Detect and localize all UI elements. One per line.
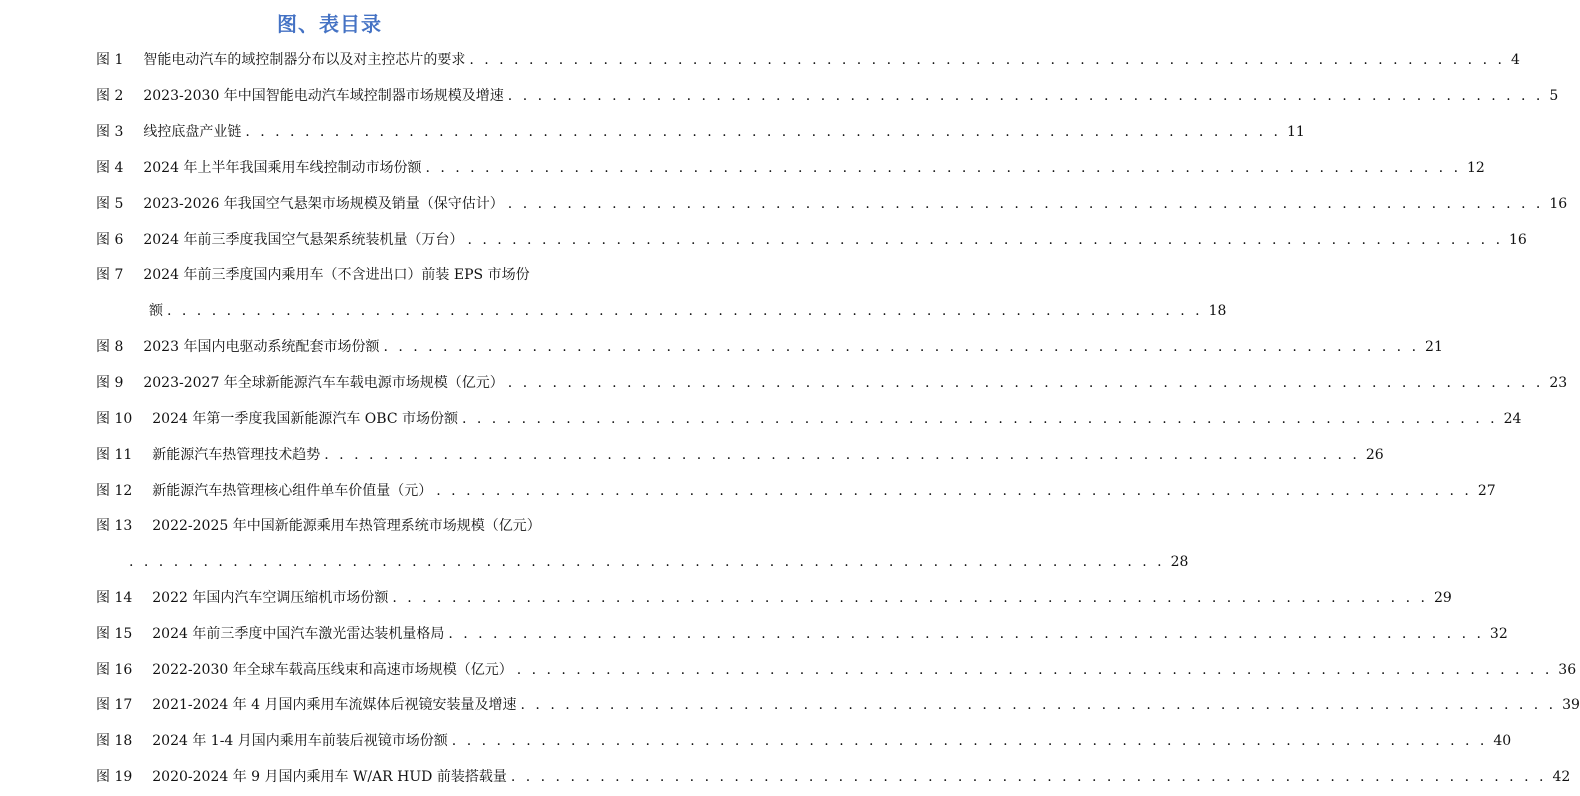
- dot-leader: . . . . . . . . . . . . . . . . . . . . . . . . . . . . . . . . . . . . . . . . . . . . . . . . . . . . . . . . . . . . . . . . . . . . . .: [425, 160, 1462, 176]
- toc-entry-line: [96, 589, 1452, 607]
- toc-entry-page: 26: [1365, 447, 1384, 463]
- toc-entry-line: [96, 87, 1559, 105]
- dot-leader: . . . . . . . . . . . . . . . . . . . . . . . . . . . . . . . . . . . . . . . . . . . . . . . . . . . . . . . . . . . . . . . . . . . . . .: [507, 196, 1544, 212]
- toc-entry-label: 图 1: [96, 52, 124, 68]
- toc-entry-label: 图 11: [96, 447, 133, 463]
- toc-entry-line: [96, 517, 571, 535]
- toc-entry-continuation: [129, 553, 1189, 571]
- toc-entry-page: 24: [1503, 411, 1522, 427]
- toc-entry-page: 16: [1549, 196, 1568, 212]
- toc-entry-page: 18: [1208, 303, 1227, 319]
- toc-entry-line: [96, 732, 1512, 750]
- toc-entry-page: 12: [1467, 160, 1485, 176]
- toc-entry-line: [96, 661, 1577, 679]
- toc-entry-continuation: [129, 302, 1227, 320]
- toc-entry-label: 图 2: [96, 88, 124, 104]
- dot-leader: . . . . . . . . . . . . . . . . . . . . . . . . . . . . . . . . . . . . . . . . . . . . . . . . . . . . . . . . . . . . . . . . . . . . . .: [510, 769, 1547, 785]
- toc-entry-page: 16: [1509, 232, 1527, 248]
- toc-entry-line: [96, 625, 1508, 643]
- dot-leader: . . . . . . . . . . . . . . . . . . . . . . . . . . . . . . . . . . . . . . . . . . . . . . . . . . . . . . . . . . . . . . . . . . . . . .: [245, 124, 1281, 140]
- toc-entry-page: 28: [1170, 554, 1189, 570]
- toc-entry-title: 2024 年上半年我国乘用车线控制动市场份额: [143, 160, 422, 176]
- toc-entry-title: 2022 年国内汽车空调压缩机市场份额: [152, 590, 389, 606]
- toc-entry-page: 39: [1562, 697, 1580, 713]
- dot-leader: . . . . . . . . . . . . . . . . . . . . . . . . . . . . . . . . . . . . . . . . . . . . . . . . . . . . . . . . . . . . . . . . . . . . . .: [436, 483, 1472, 499]
- dot-leader: . . . . . . . . . . . . . . . . . . . . . . . . . . . . . . . . . . . . . . . . . . . . . . . . . . . . . . . . . . . . . . . . . . . . . .: [507, 88, 1544, 104]
- toc-entry-label: 图 15: [96, 626, 133, 642]
- toc-entry-line: [96, 696, 1580, 714]
- toc-heading: 图、表目录: [277, 12, 382, 36]
- toc-entry-label: 图 13: [96, 518, 133, 534]
- toc-entry-title: 2024 年前三季度国内乘用车（不含进出口）前装 EPS 市场份: [143, 267, 530, 283]
- toc-entry-title: 2024 年前三季度中国汽车激光雷达装机量格局: [152, 626, 445, 642]
- dot-leader: . . . . . . . . . . . . . . . . . . . . . . . . . . . . . . . . . . . . . . . . . . . . . . . . . . . . . . . . . . . . . . . . . . . . . .: [520, 697, 1557, 713]
- toc-entry-line: [96, 446, 1384, 464]
- toc-entry-line: [96, 231, 1527, 249]
- toc-entry-line: [96, 374, 1568, 392]
- dot-leader: . . . . . . . . . . . . . . . . . . . . . . . . . . . . . . . . . . . . . . . . . . . . . . . . . . . . . . . . . . . . . . . . . . . . . .: [129, 554, 1165, 570]
- toc-entry-label: 图 18: [96, 733, 133, 749]
- dot-leader: . . . . . . . . . . . . . . . . . . . . . . . . . . . . . . . . . . . . . . . . . . . . . . . . . . . . . . . . . . . . . . . . . . . . . .: [392, 590, 1428, 606]
- toc-entry-title: 2024 年 1-4 月国内乘用车前装后视镜市场份额: [152, 733, 448, 749]
- toc-entry-line: [96, 159, 1485, 177]
- toc-entry-label: 图 12: [96, 483, 133, 499]
- toc-entry-page: 23: [1549, 375, 1568, 391]
- toc-entry-title: 2022-2030 年全球车载高压线束和高速市场规模（亿元）: [152, 662, 513, 678]
- toc-entry-line: [96, 482, 1496, 500]
- toc-entry-label: 图 17: [96, 697, 133, 713]
- toc-entry-label: 图 10: [96, 411, 133, 427]
- toc-entry-title: 2021-2024 年 4 月国内乘用车流媒体后视镜安装量及增速: [152, 697, 517, 713]
- toc-entry-page: 11: [1286, 124, 1305, 140]
- dot-leader: . . . . . . . . . . . . . . . . . . . . . . . . . . . . . . . . . . . . . . . . . . . . . . . . . . . . . . . . . . . . . . . . . . . . . .: [448, 626, 1484, 642]
- toc-entry-label: 图 8: [96, 339, 124, 355]
- dot-leader: . . . . . . . . . . . . . . . . . . . . . . . . . . . . . . . . . . . . . . . . . . . . . . . . . . . . . . . . . . . . . . . . . . . . . .: [516, 662, 1553, 678]
- toc-entry-page: 29: [1433, 590, 1452, 606]
- dot-leader: . . . . . . . . . . . . . . . . . . . . . . . . . . . . . . . . . . . . . . . . . . . . . . . . . . . . . . . . . . . . . . . . . . . . . .: [451, 733, 1488, 749]
- toc-entry-title: 线控底盘产业链: [143, 124, 242, 140]
- toc-entry-title: 2023-2030 年中国智能电动汽车域控制器市场规模及增速: [143, 88, 504, 104]
- toc-entry-line: [96, 338, 1443, 356]
- toc-entry-label: 图 14: [96, 590, 133, 606]
- toc-entry-title: 2023-2027 年全球新能源汽车车载电源市场规模（亿元）: [143, 375, 504, 391]
- toc-entry-title: 2023 年国内电驱动系统配套市场份额: [143, 339, 380, 355]
- toc-entry-line: [96, 410, 1522, 428]
- toc-entry-page: 42: [1552, 769, 1571, 785]
- toc-entry-label: 图 19: [96, 769, 133, 785]
- toc-entry-page: 27: [1477, 483, 1496, 499]
- toc-entry-page: 21: [1425, 339, 1443, 355]
- toc-entry-title: 新能源汽车热管理技术趋势: [152, 447, 321, 463]
- dot-leader: . . . . . . . . . . . . . . . . . . . . . . . . . . . . . . . . . . . . . . . . . . . . . . . . . . . . . . . . . . . . . . . . . . . . . .: [461, 411, 1498, 427]
- toc-entry-title: 2023-2026 年我国空气悬架市场规模及销量（保守估计）: [143, 196, 504, 212]
- dot-leader: . . . . . . . . . . . . . . . . . . . . . . . . . . . . . . . . . . . . . . . . . . . . . . . . . . . . . . . . . . . . . . . . . . . . . .: [383, 339, 1420, 355]
- toc-entry-title: 2022-2025 年中国新能源乘用车热管理系统市场规模（亿元）: [152, 518, 541, 534]
- toc-entry-title: 2020-2024 年 9 月国内乘用车 W/AR HUD 前装搭载量: [152, 769, 507, 785]
- dot-leader: . . . . . . . . . . . . . . . . . . . . . . . . . . . . . . . . . . . . . . . . . . . . . . . . . . . . . . . . . . . . . . . . . . . . . .: [167, 303, 1203, 319]
- dot-leader: . . . . . . . . . . . . . . . . . . . . . . . . . . . . . . . . . . . . . . . . . . . . . . . . . . . . . . . . . . . . . . . . . . . . . .: [324, 447, 1360, 463]
- dot-leader: . . . . . . . . . . . . . . . . . . . . . . . . . . . . . . . . . . . . . . . . . . . . . . . . . . . . . . . . . . . . . . . . . . . . . .: [469, 52, 1505, 68]
- toc-entry-line: [96, 768, 1571, 786]
- toc-entry-page: 40: [1493, 733, 1512, 749]
- toc-entry-title: 智能电动汽车的域控制器分布以及对主控芯片的要求: [143, 52, 466, 68]
- dot-leader: . . . . . . . . . . . . . . . . . . . . . . . . . . . . . . . . . . . . . . . . . . . . . . . . . . . . . . . . . . . . . . . . . . . . . .: [507, 375, 1544, 391]
- toc-entry-label: 图 7: [96, 267, 124, 283]
- toc-entry-page: 36: [1558, 662, 1577, 678]
- toc-entry-page: 5: [1549, 88, 1559, 104]
- toc-entry-title: 新能源汽车热管理核心组件单车价值量（元）: [152, 483, 433, 499]
- toc-entry-label: 图 16: [96, 662, 133, 678]
- toc-entry-label: 图 9: [96, 375, 124, 391]
- toc-entry-line: [96, 123, 1305, 141]
- toc-entry-label: 图 4: [96, 160, 124, 176]
- toc-entry-label: 图 3: [96, 124, 124, 140]
- dot-leader: . . . . . . . . . . . . . . . . . . . . . . . . . . . . . . . . . . . . . . . . . . . . . . . . . . . . . . . . . . . . . . . . . . . . . .: [467, 232, 1504, 248]
- toc-entry-page: 4: [1510, 52, 1520, 68]
- toc-entry-label: 图 5: [96, 196, 124, 212]
- toc-entry-label: 图 6: [96, 232, 124, 248]
- toc-entry-line: [96, 51, 1520, 69]
- toc-entry-title: 2024 年前三季度我国空气悬架系统装机量（万台）: [143, 232, 464, 248]
- toc-entry-line: [96, 266, 571, 284]
- toc-entry-title-cont: 额: [149, 303, 163, 319]
- toc-entry-title: 2024 年第一季度我国新能源汽车 OBC 市场份额: [152, 411, 458, 427]
- toc-entry-line: [96, 195, 1568, 213]
- toc-entry-page: 32: [1489, 626, 1508, 642]
